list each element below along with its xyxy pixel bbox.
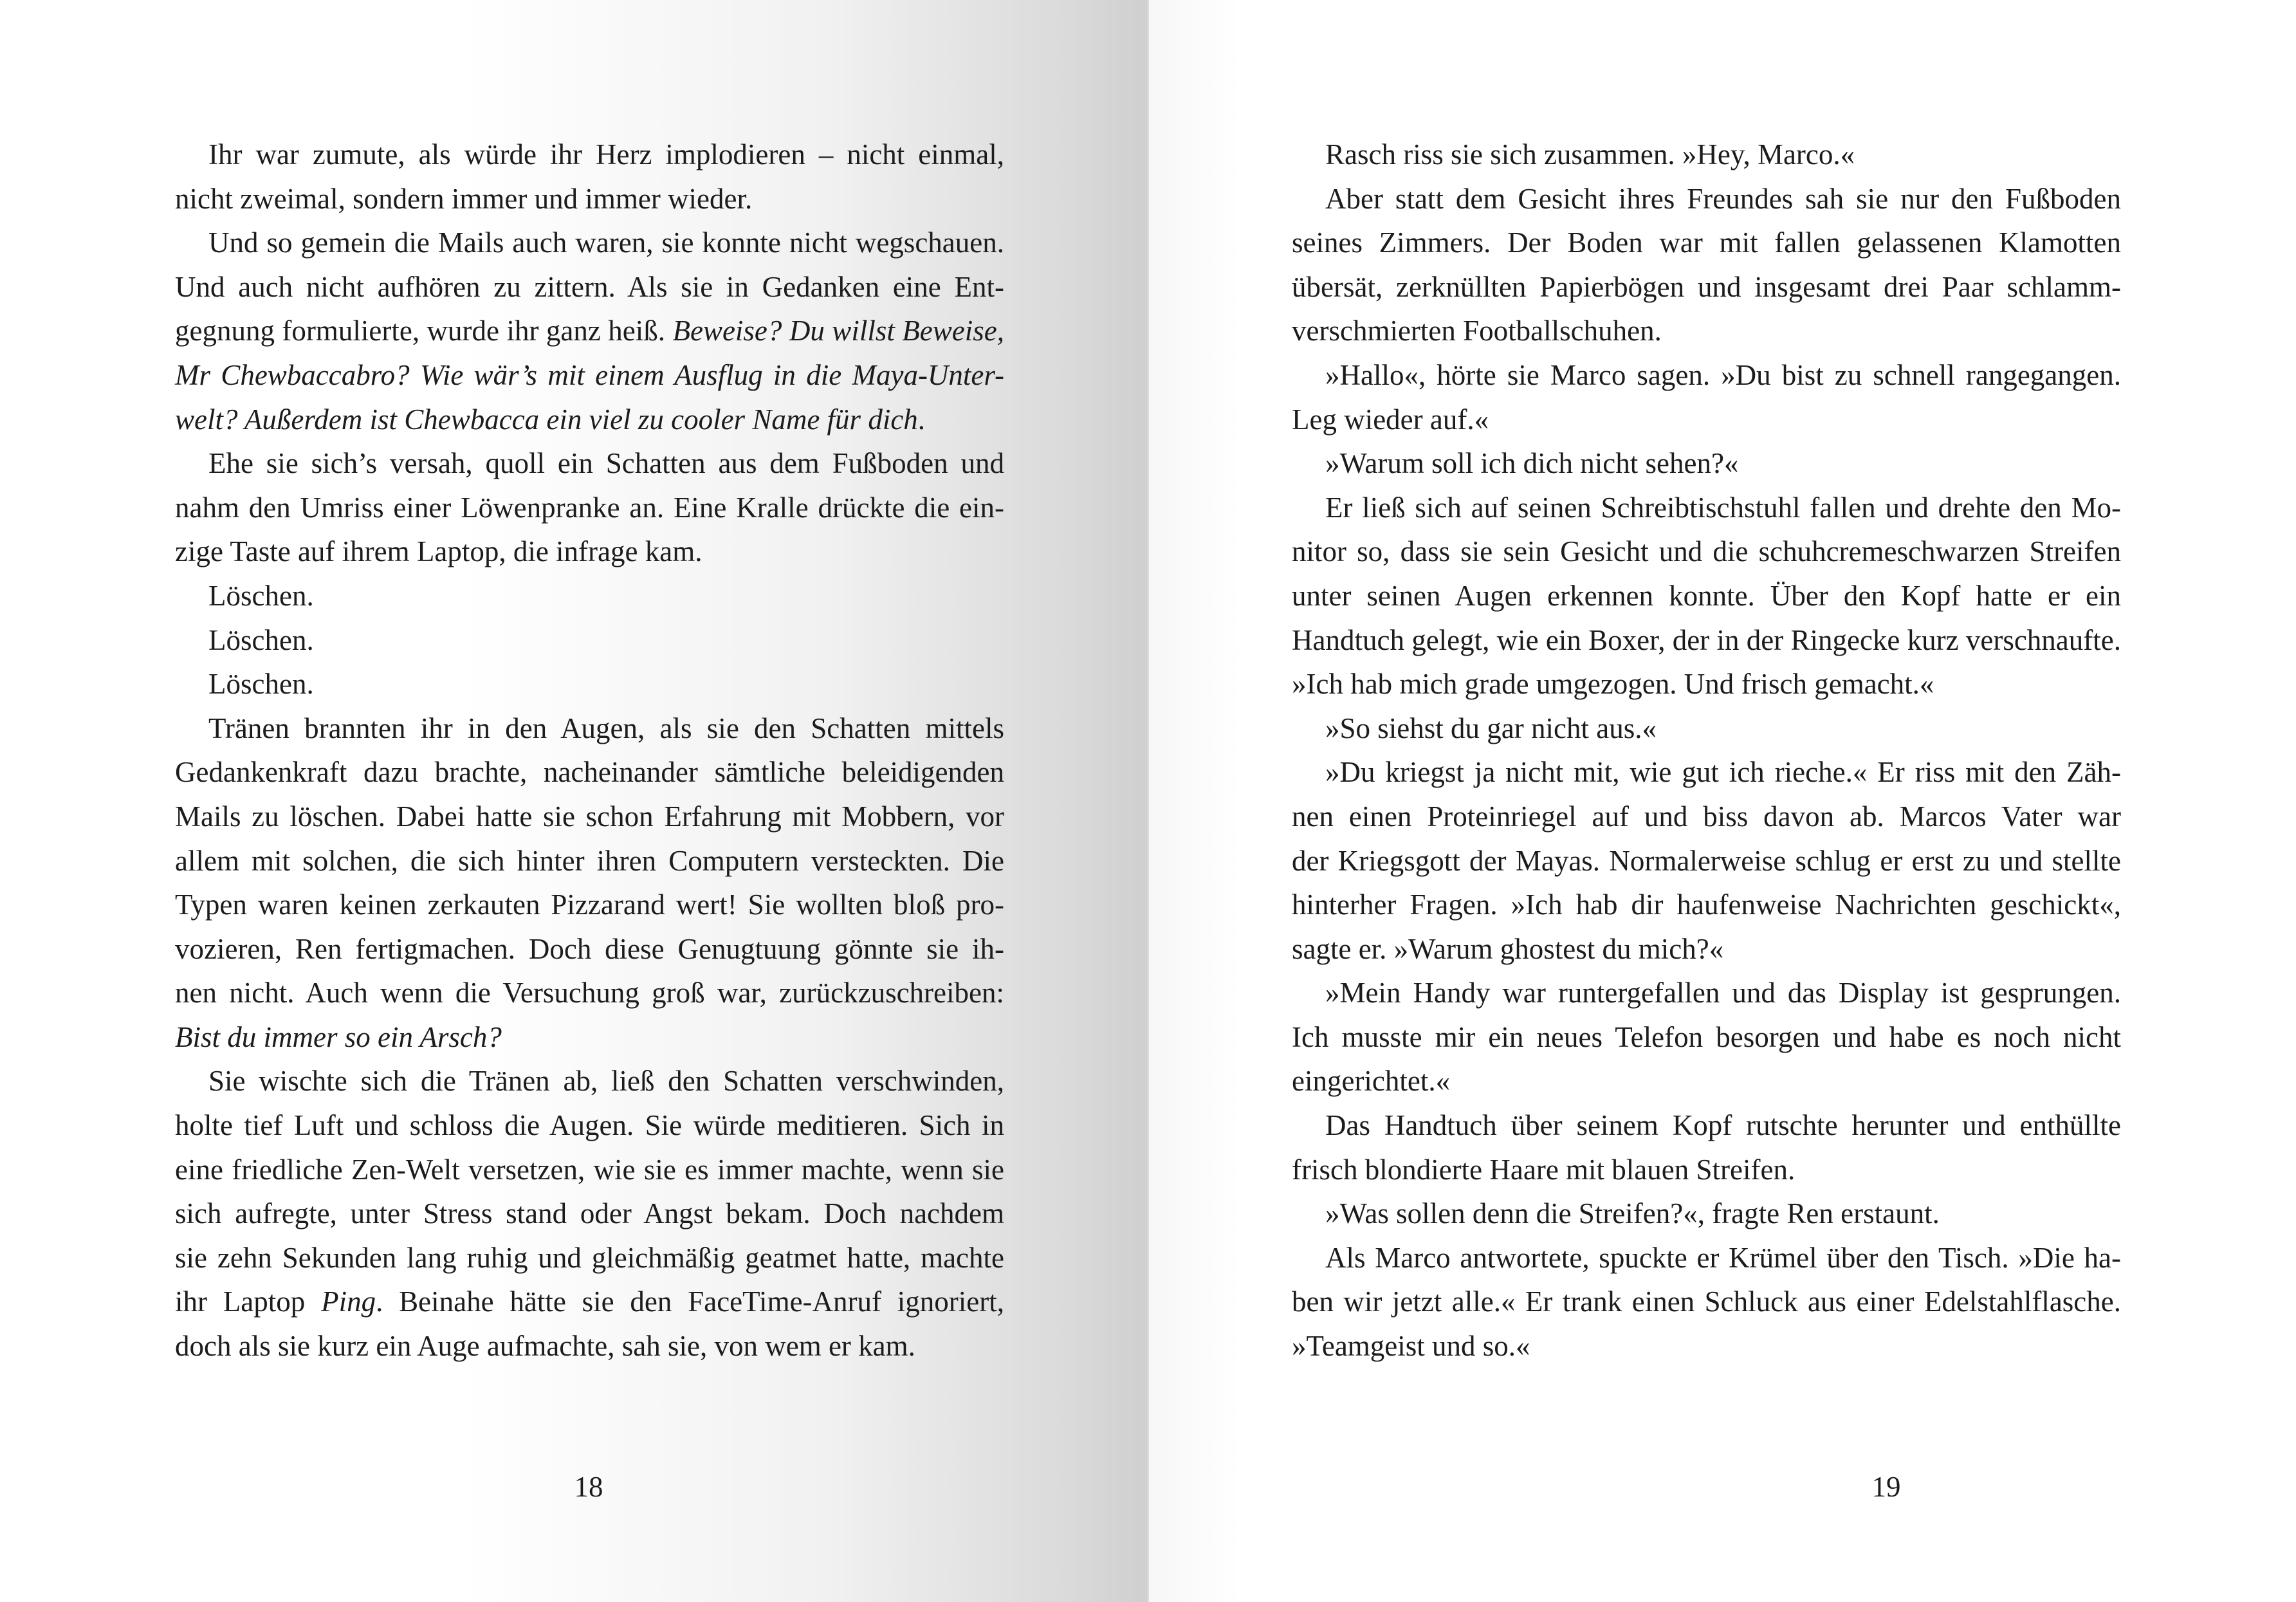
line-text: eine friedliche Zen-Welt versetzen, wie sie es immer machte, wenn sie <box>175 1153 1004 1186</box>
line-text: ben wir jetzt alle.« Er trank einen Schluck aus einer Edelstahlflasche. <box>1292 1285 2121 1318</box>
line-text: vozieren, Ren fertigmachen. Doch diese Genugtuung gönnte sie ih- <box>175 932 1004 965</box>
line-text: Das Handtuch über seinem Kopf rutschte herunter und enthüllte <box>1325 1109 2121 1142</box>
text-line <box>175 750 1004 795</box>
text-line <box>175 927 1004 971</box>
line-text: »Mein Handy war runtergefallen und das Display ist gesprungen. <box>1325 977 2121 1009</box>
text-line <box>175 309 1004 353</box>
line-text: verschmierten Footballschuhen. <box>1292 315 1662 347</box>
line-text: Und auch nicht aufhören zu zittern. Als sie in Gedanken eine Ent- <box>175 270 1004 303</box>
text-line <box>1292 177 2121 221</box>
line-text: seines Zimmers. Der Boden war mit fallen gelassenen Klamotten <box>1292 226 2121 259</box>
line-text: »Was sollen denn die Streifen?«, fragte Ren erstaunt. <box>1325 1197 1940 1230</box>
italic-text: welt? Außerdem ist Chewbacca ein viel zu cooler Name für dich <box>175 403 918 436</box>
text-line <box>175 706 1004 751</box>
line-text: eingerichtet.« <box>1292 1065 1451 1098</box>
line-text: Löschen. <box>208 668 314 701</box>
text-line <box>1292 618 2121 663</box>
text-line <box>1292 529 2121 574</box>
text-line <box>175 1280 1004 1324</box>
line-text: gegnung formulierte, wurde ihr ganz heiß. <box>175 315 673 347</box>
line-text: Ihr war zumute, als würde ihr Herz implodieren – nicht einmal, <box>208 138 1004 170</box>
text-line <box>1292 1015 2121 1060</box>
line-text: Ehe sie sich’s versah, quoll ein Schatten aus dem Fußboden und <box>208 447 1004 480</box>
line-text: unter seinen Augen erkennen konnte. Über den Kopf hatte er ein <box>1292 579 2121 612</box>
line-text: frisch blondierte Haare mit blauen Streifen. <box>1292 1153 1795 1186</box>
line-text: übersät, zerknüllten Papierbögen und insgesamt drei Paar schlamm- <box>1292 270 2121 303</box>
text-line <box>175 1324 1004 1368</box>
text-line <box>175 133 1004 177</box>
italic-text: Ping <box>321 1285 376 1318</box>
text-line <box>1292 662 2121 706</box>
text-line <box>175 221 1004 265</box>
text-line <box>1292 883 2121 927</box>
line-text: holte tief Luft und schloss die Augen. Sie würde meditieren. Sich in <box>175 1109 1004 1142</box>
text-line <box>1292 133 2121 177</box>
left-page-text <box>175 133 1004 1368</box>
text-line <box>175 883 1004 927</box>
line-text: Gedankenkraft dazu brachte, nacheinander sämtliche beleidigenden <box>175 756 1004 789</box>
line-text: ihr Laptop <box>175 1285 322 1318</box>
text-line <box>175 441 1004 486</box>
text-line <box>175 398 1004 442</box>
text-line <box>175 529 1004 574</box>
text-line <box>1292 1103 2121 1148</box>
text-line <box>1292 353 2121 398</box>
line-text: nitor so, dass sie sein Gesicht und die schuhcremeschwarzen Streifen <box>1292 535 2121 568</box>
text-line <box>175 265 1004 309</box>
text-line <box>175 1236 1004 1280</box>
line-text: nahm den Umriss einer Löwenpranke an. Eine Kralle drückte die ein- <box>175 491 1004 524</box>
line-text: Er ließ sich auf seinen Schreibtischstuhl fallen und drehte den Mo- <box>1325 491 2121 524</box>
text-line <box>1292 1192 2121 1236</box>
text-line <box>1292 839 2121 883</box>
line-text: nicht zweimal, sondern immer und immer wieder. <box>175 182 753 215</box>
text-line <box>1292 221 2121 265</box>
text-line <box>1292 750 2121 795</box>
text-line <box>1292 309 2121 353</box>
line-text: sagte er. »Warum ghostest du mich?« <box>1292 932 1724 965</box>
line-text: allem mit solchen, die sich hinter ihren Computern versteckten. Die <box>175 844 1004 877</box>
text-line <box>1292 486 2121 530</box>
line-text: sich aufregte, unter Stress stand oder Angst bekam. Doch nachdem <box>175 1197 1004 1230</box>
right-page <box>1149 0 2296 1602</box>
line-text: »Teamgeist und so.« <box>1292 1330 1530 1363</box>
text-line <box>175 486 1004 530</box>
text-line <box>1292 971 2121 1015</box>
line-text: Handtuch gelegt, wie ein Boxer, der in der Ringecke kurz verschnaufte. <box>1292 623 2121 656</box>
text-line <box>175 971 1004 1015</box>
line-text: »Hallo«, hörte sie Marco sagen. »Du bist zu schnell rangegangen. <box>1325 358 2121 391</box>
line-text: »Ich hab mich grade umgezogen. Und frisch gemacht.« <box>1292 668 1934 701</box>
text-line <box>175 574 1004 618</box>
line-text: nen nicht. Auch wenn die Versuchung groß war, zurückzuschreiben: <box>175 977 1004 1009</box>
text-line <box>175 1059 1004 1103</box>
line-text: . <box>917 403 926 436</box>
text-line <box>1292 795 2121 839</box>
line-text: nen einen Proteinriegel auf und biss davon ab. Marcos Vater war <box>1292 800 2121 833</box>
line-text: Aber statt dem Gesicht ihres Freundes sah sie nur den Fußboden <box>1325 182 2121 215</box>
text-line <box>1292 1148 2121 1192</box>
line-text: Mails zu löschen. Dabei hatte sie schon Erfahrung mit Mobbern, vor <box>175 800 1004 833</box>
right-page-text <box>1292 133 2121 1368</box>
right-page-number: 19 <box>1871 1471 1901 1503</box>
line-text: Typen waren keinen zerkauten Pizzarand wert! Sie wollten bloß pro- <box>175 888 1004 921</box>
line-text: . Beinahe hätte sie den FaceTime-Anruf ignoriert, <box>376 1285 1005 1318</box>
text-line <box>175 839 1004 883</box>
text-line <box>1292 927 2121 971</box>
text-line <box>175 1015 1004 1060</box>
italic-text: Bist du immer so ein Arsch? <box>175 1020 502 1053</box>
text-line <box>1292 265 2121 309</box>
line-text: Tränen brannten ihr in den Augen, als sie den Schatten mittels <box>208 712 1004 744</box>
line-text: »Du kriegst ja nicht mit, wie gut ich rieche.« Er riss mit den Zäh- <box>1325 756 2121 789</box>
text-line <box>1292 1236 2121 1280</box>
line-text: Rasch riss sie sich zusammen. »Hey, Marco.« <box>1325 138 1855 170</box>
text-line <box>1292 441 2121 486</box>
text-line <box>1292 1324 2121 1368</box>
left-page-number: 18 <box>574 1471 603 1503</box>
line-text: der Kriegsgott der Mayas. Normalerweise schlug er erst zu und stellte <box>1292 844 2121 877</box>
text-line <box>175 353 1004 398</box>
line-text: Leg wieder auf.« <box>1292 403 1489 436</box>
italic-text: Mr Chewbaccabro? Wie wär’s mit einem Ausflug in die Maya-Unter- <box>175 358 1004 391</box>
line-text: Sie wischte sich die Tränen ab, ließ den Schatten verschwinden, <box>208 1065 1004 1098</box>
text-line <box>175 662 1004 706</box>
line-text: Löschen. <box>208 623 314 656</box>
line-text: Löschen. <box>208 579 314 612</box>
text-line <box>1292 1280 2121 1324</box>
text-line <box>1292 574 2121 618</box>
text-line <box>175 1192 1004 1236</box>
text-line <box>1292 1059 2121 1103</box>
line-text: Als Marco antwortete, spuckte er Krümel über den Tisch. »Die ha- <box>1325 1241 2121 1274</box>
line-text: Ich musste mir ein neues Telefon besorgen und habe es noch nicht <box>1292 1020 2121 1053</box>
text-line <box>1292 706 2121 751</box>
line-text: zige Taste auf ihrem Laptop, die infrage kam. <box>175 535 703 568</box>
text-line <box>175 1103 1004 1148</box>
line-text: »Warum soll ich dich nicht sehen?« <box>1325 447 1739 480</box>
text-line <box>1292 398 2121 442</box>
italic-text: Beweise? Du willst Beweise, <box>672 315 1004 347</box>
text-line <box>175 795 1004 839</box>
line-text: »So siehst du gar nicht aus.« <box>1325 712 1657 744</box>
line-text: hinterher Fragen. »Ich hab dir haufenweise Nachrichten geschickt«, <box>1292 888 2121 921</box>
line-text: doch als sie kurz ein Auge aufmachte, sah sie, von wem er kam. <box>175 1330 915 1363</box>
text-line <box>175 1148 1004 1192</box>
line-text: Und so gemein die Mails auch waren, sie konnte nicht wegschauen. <box>208 226 1004 259</box>
text-line <box>175 618 1004 663</box>
line-text: sie zehn Sekunden lang ruhig und gleichmäßig geatmet hatte, machte <box>175 1241 1004 1274</box>
text-line <box>175 177 1004 221</box>
